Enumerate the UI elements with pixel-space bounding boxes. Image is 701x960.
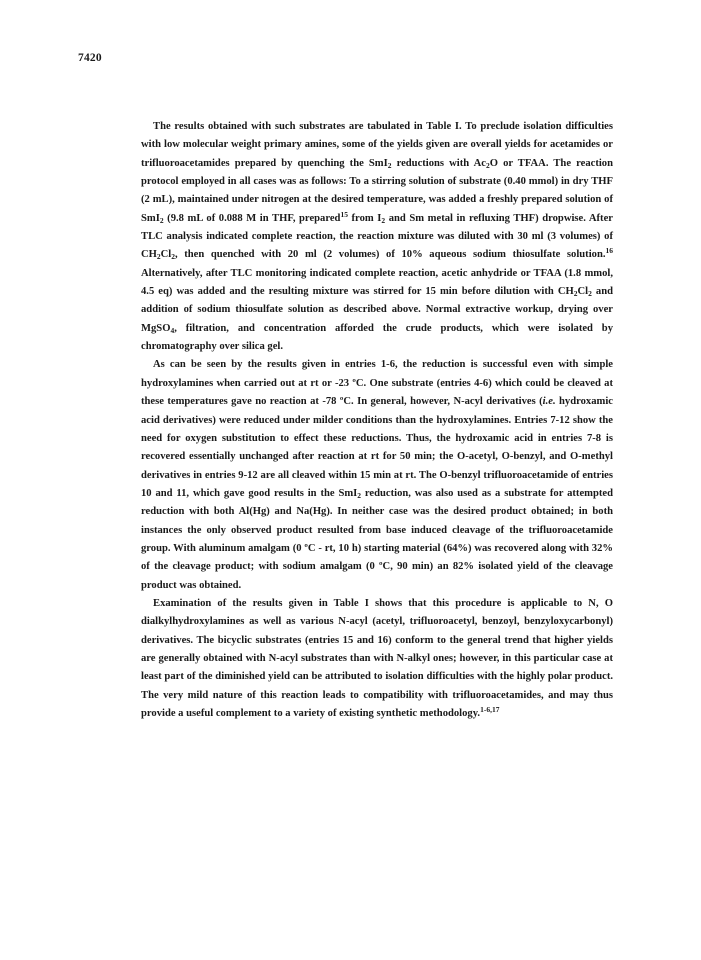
reference-superscript: 15 <box>340 209 348 219</box>
subscript: 2 <box>171 252 175 262</box>
subscript: 2 <box>573 289 578 299</box>
paragraph-results-entries <box>141 356 613 594</box>
subscript: 2 <box>486 160 490 170</box>
text-run: and Sm metal in refluxing THF) dropwise. After TLC analysis indicated complete reaction, the reaction mixture was diluted with 30 ml (3 volumes) of CH <box>141 212 613 261</box>
text-run: from I <box>347 212 382 224</box>
text-run: Cl <box>160 249 172 261</box>
subscript: 2 <box>387 160 392 170</box>
text-run: The results obtained with such substrates are tabulated in Table I. To preclude isolation difficulties with low molecular weight primary amines, some of the yields given are overall yields for acetamides or trifluoroacetamides prepared by quenching the SmI <box>141 121 613 169</box>
text-run: and addition of sodium thiosulfate solution as described above. Normal extractive workup, drying over MgSO <box>141 286 614 334</box>
paragraph-examination <box>141 595 613 723</box>
reference-superscript: 16 <box>605 246 613 256</box>
text-run: hydroxamic acid derivatives) were reduced under milder conditions than the hydroxylamines. Entries 7-12 show the need for oxygen substitution to effect these reductions. Thus, the hydroxamic acid in entries 7-8 is recovered essentially unchanged after reaction at rt for 50 min; the O-acetyl, O-benzyl, and O-methyl derivatives in entries 9-12 are all cleaved within 15 min at rt. The O-benzyl trifluoroacetamide of entries 10 and 11, which gave good results in the SmI <box>141 396 613 499</box>
italic-abbreviation: i.e. <box>542 396 556 408</box>
text-run: Examination of the results given in Table I shows that this procedure is applicable to N, O dialkylhydroxylamines as well as various N-acyl (acetyl, trifluoroacetyl, benzoyl, benzyloxycarbonyl) derivatives. The bicyclic substrates (entries 15 and 16) conform to the general trend that higher yields are generally obtained with N-acyl substrates than with N-alkyl ones; however, in this particular case at least part of the diminished yield can be attributed to isolation difficulties with the highly polar product. The very mild nature of this reaction leads to compatibility with trifluoroacetamides, and may thus provide a useful complement to a variety of existing synthetic methodology. <box>141 597 613 719</box>
text-run: , then quenched with 20 ml (2 volumes) of 10% aqueous sodium thiosulfate solution. <box>174 249 606 261</box>
subscript: 2 <box>381 215 386 225</box>
text-run: , filtration, and concentration afforded the crude products, which were isolated by chromatography over silica gel. <box>141 322 613 353</box>
reference-superscript: 1-6,17 <box>480 705 500 714</box>
body-text <box>141 118 613 723</box>
text-run: Alternatively, after TLC monitoring indicated complete reaction, acetic anhydride or TFAA (1.8 mmol, 4.5 eq) was added and the resulting mixture was stirred for 15 min before dilution with CH <box>141 267 613 298</box>
text-run: reduction, was also used as a substrate for attempted reduction with both Al(Hg) and Na(Hg). In neither case was the desired product obtained; in both instances the only observed product resulted from base induced cleavage of the trifluoroacetamide group. With aluminum amalgam (0 ºC - rt, 10 h) starting material (64%) was recovered along with 32% of the cleavage product; with sodium amalgam (0 ºC, 90 min) an 82% isolated yield of the cleavage product was obtained. <box>141 487 613 591</box>
subscript: 2 <box>156 252 161 262</box>
subscript: 2 <box>357 490 362 500</box>
text-run: (9.8 mL of 0.088 M in THF, prepared <box>163 212 341 224</box>
paragraph-results-tabulated <box>141 118 613 356</box>
text-run: reductions with Ac <box>391 157 486 169</box>
text-run: As can be seen by the results given in entries 1-6, the reduction is successful even with simple hydroxylamines when carried out at rt or -23 ºC. One substrate (entries 4-6) which could be cleaved at these temperatures gave no reaction at -78 ºC. In general, however, N-acyl derivatives ( <box>141 359 613 408</box>
page-number: 7420 <box>78 52 102 64</box>
subscript: 2 <box>159 215 164 225</box>
subscript: 4 <box>170 325 175 335</box>
subscript: 2 <box>588 289 592 299</box>
text-run: O or TFAA. The reaction protocol employed in all cases was as follows: To a stirring solution of substrate (0.40 mmol) in dry THF (2 mL), maintained under nitrogen at the desired temperature, was added a freshly prepared solution of SmI <box>141 157 613 224</box>
text-run: Cl <box>577 286 589 298</box>
